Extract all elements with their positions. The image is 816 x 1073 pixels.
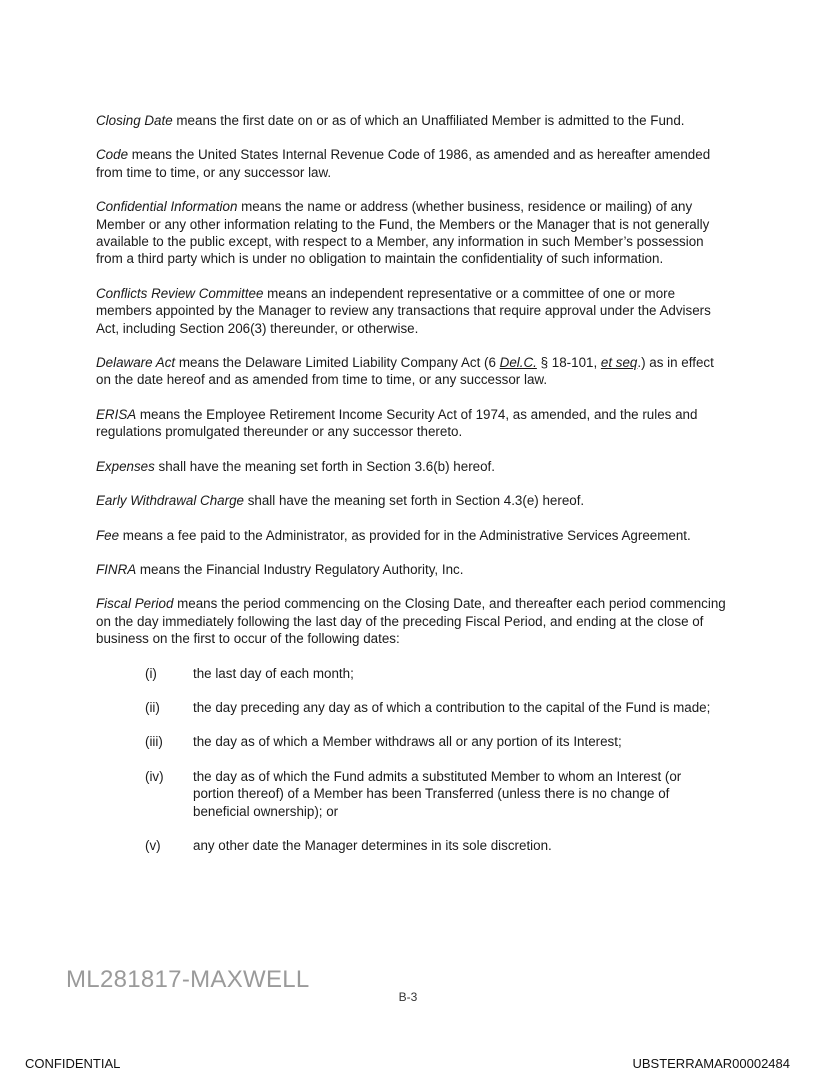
citation-del-c: Del.C.: [499, 355, 537, 371]
definition-term: Early Withdrawal Charge: [96, 493, 244, 509]
list-item: [96, 699, 726, 716]
definition-closing-date: [96, 112, 726, 129]
watermark-stamp: ML281817-MAXWELL: [66, 966, 310, 993]
bates-number: UBSTERRAMAR00002484: [632, 1056, 790, 1071]
definition-text-before: means the Delaware Limited Liability Company Act (6: [175, 355, 500, 371]
definition-text: means a fee paid to the Administrator, as provided for in the Administrative Services Agreement.: [119, 527, 691, 543]
definition-term: Fee: [96, 527, 120, 543]
definition-fee: [96, 527, 726, 544]
definition-term: Delaware Act: [96, 355, 176, 371]
definition-term: Expenses: [96, 458, 155, 474]
definition-text: means the Financial Industry Regulatory Authority, Inc.: [136, 561, 464, 577]
definition-term: ERISA: [96, 406, 137, 422]
page-number: B-3: [398, 990, 418, 1004]
definition-early-withdrawal-charge: [96, 492, 726, 509]
list-item-text: the last day of each month;: [193, 665, 354, 681]
definition-text: means an independent representative or a committee of one or more members appointed by the Manager to review any transactions that require approval under the Advisers Act, including Section 206(3) thereunder, or otherwise.: [96, 285, 711, 336]
definition-expenses: [96, 458, 726, 475]
list-item-text: any other date the Manager determines in its sole discretion.: [193, 837, 552, 853]
definition-erisa: [96, 406, 726, 441]
definition-text: shall have the meaning set forth in Section 4.3(e) hereof.: [243, 493, 585, 509]
definition-term: Fiscal Period: [96, 596, 174, 612]
list-item: [96, 733, 726, 750]
definition-term: Closing Date: [96, 113, 173, 128]
list-item-number: (i): [145, 665, 157, 681]
definition-delaware-act: [96, 354, 726, 389]
definitions-section: [96, 112, 726, 871]
definition-text-middle: § 18-101,: [536, 355, 601, 371]
list-item-number: (ii): [145, 699, 160, 715]
list-item: [96, 768, 726, 820]
definition-term: Conflicts Review Committee: [96, 285, 264, 301]
definition-text: means the United States Internal Revenue Code of 1986, as amended and as hereafter amended from time to time, or any successor law.: [96, 147, 711, 180]
definition-text: means the period commencing on the Closing Date, and thereafter each period commencing on the day immediately following the last day of the preceding Fiscal Period, and ending at the close of business on the first to occur of the following dates:: [96, 596, 726, 647]
definition-text: shall have the meaning set forth in Section 3.6(b) hereof.: [154, 458, 495, 474]
definition-confidential-information: [96, 198, 726, 268]
definition-text: means the first date on or as of which an Unaffiliated Member is admitted to the Fund.: [172, 113, 685, 128]
list-item: [96, 665, 726, 682]
citation-et-seq: et seq: [600, 355, 638, 371]
list-item: [96, 837, 726, 854]
list-item-text: the day as of which the Fund admits a substituted Member to whom an Interest (or portion thereof) of a Member has been Transferred (unless there is no change of beneficial ownership); or: [193, 768, 682, 819]
list-item-number: (iv): [145, 768, 164, 784]
definition-term: FINRA: [96, 561, 137, 577]
definition-text-after: .) as in effect on the date hereof and as amended from time to time, or any successor law.: [96, 355, 714, 388]
definition-term: Confidential Information: [96, 199, 238, 215]
definition-term: Code: [96, 147, 129, 163]
list-item-text: the day preceding any day as of which a contribution to the capital of the Fund is made;: [193, 699, 711, 715]
list-item-number: (v): [145, 837, 161, 853]
list-item-number: (iii): [145, 734, 163, 750]
list-item-text: the day as of which a Member withdraws all or any portion of its Interest;: [193, 734, 622, 750]
definition-text: means the name or address (whether business, residence or mailing) of any Member or any other information relating to the Fund, the Members or the Manager that is not generally available to the public except, with respect to a Member, any information in such Member’s possession from a third party which is under no obligation to maintain the confidentiality of such information.: [96, 199, 710, 267]
definition-text: means the Employee Retirement Income Security Act of 1974, as amended, and the rules and regulations promulgated thereunder or any successor thereto.: [96, 406, 698, 440]
definition-code: [96, 146, 726, 181]
confidential-label: CONFIDENTIAL: [25, 1056, 121, 1071]
fiscal-period-list: [96, 665, 726, 855]
definition-fiscal-period: [96, 595, 726, 647]
definition-conflicts-review-committee: [96, 285, 726, 337]
definition-finra: [96, 561, 726, 578]
